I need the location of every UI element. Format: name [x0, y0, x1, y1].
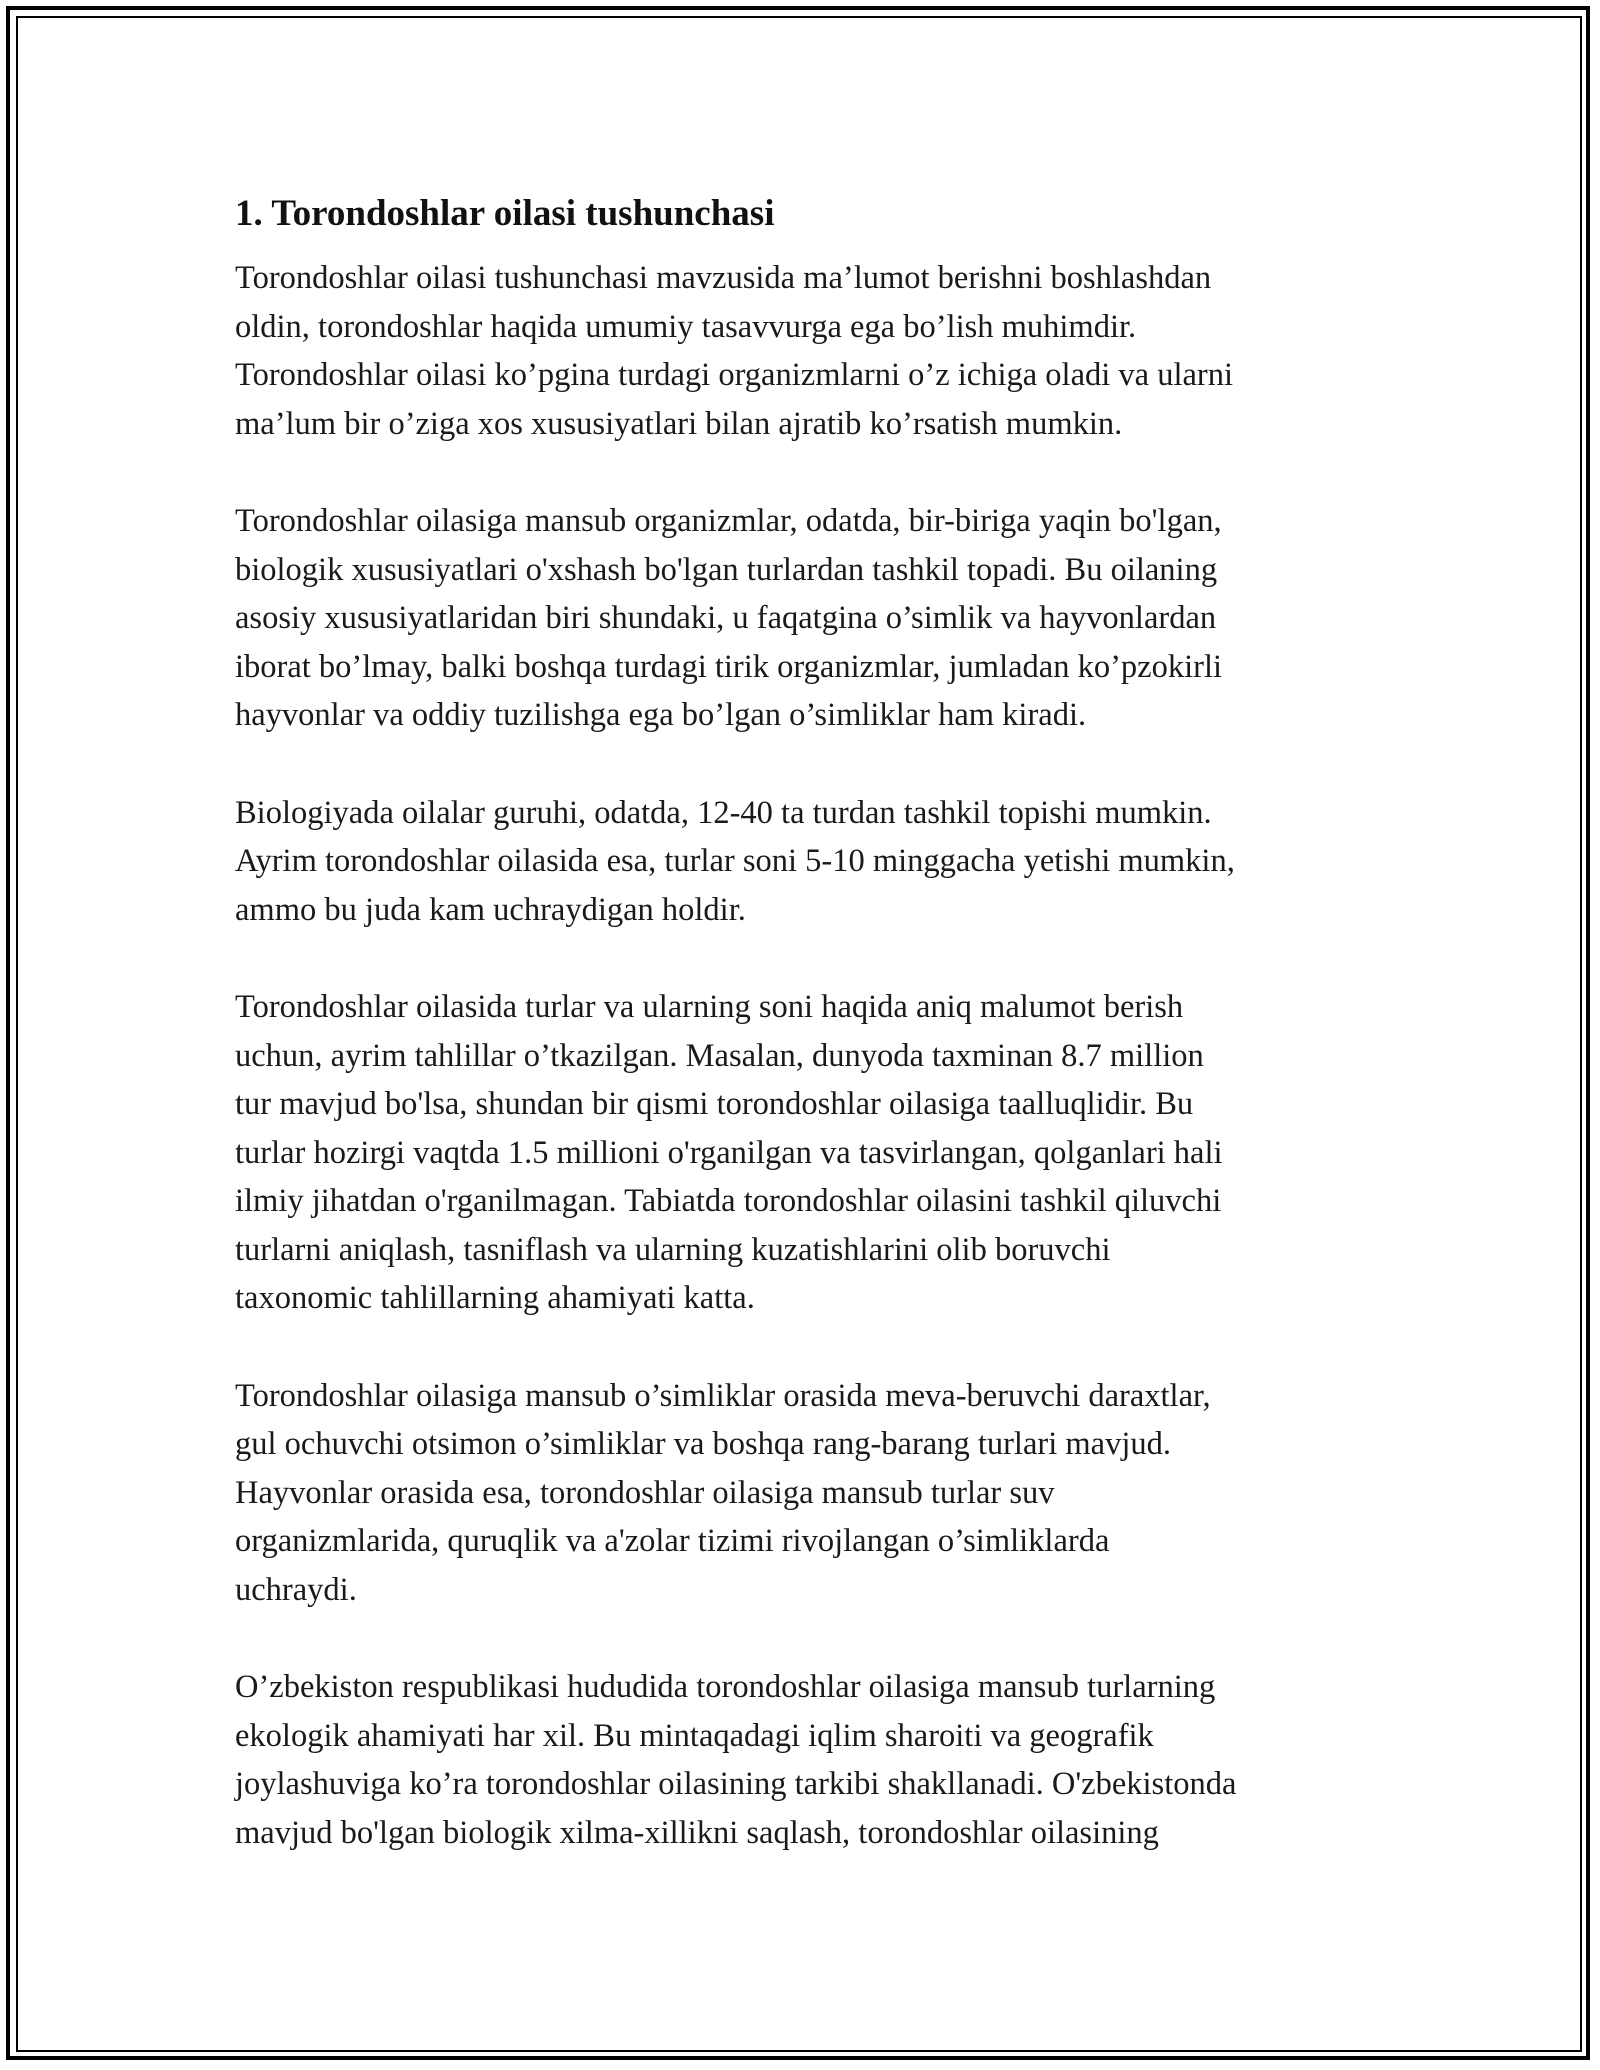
text-line: Torondoshlar oilasi tushunchasi mavzusida ma’lumot berishni boshlashdan [235, 260, 1212, 296]
text-line: ekologik ahamiyati har xil. Bu mintaqadagi iqlim sharoiti va geografik [235, 1717, 1154, 1754]
text-line: biologik xususiyatlari o'xshash bo'lgan turlardan tashkil topadi. Bu oilaning [235, 551, 1218, 588]
paragraph-5 [235, 1372, 1385, 1615]
document-body [235, 188, 1385, 1906]
paragraph-list [235, 254, 1385, 1858]
text-line: Biologiyada oilalar guruhi, odatda, 12-40 ta turdan tashkil topishi mumkin. [235, 794, 1212, 831]
text-line: iborat bo’lmay, balki boshqa turdagi tirik organizmlar, jumladan ko’pzokirli [235, 648, 1222, 685]
text-line: asosiy xususiyatlaridan biri shundaki, u faqatgina o’simlik va hayvonlardan [235, 600, 1217, 637]
text-line: ilmiy jihatdan o'rganilmagan. Tabiatda torondoshlar oilasini tashkil qiluvchi [235, 1183, 1222, 1220]
text-line: turlarni aniqlash, tasniflash va ularning kuzatishlarini olib boruvchi [235, 1231, 1111, 1268]
section-heading: 1. Torondoshlar oilasi tushunchasi [235, 193, 775, 234]
paragraph-2 [235, 497, 1385, 740]
text-line: joylashuviga ko’ra torondoshlar oilasining tarkibi shakllanadi. O'zbekistonda [235, 1766, 1237, 1803]
text-line: Ayrim torondoshlar oilasida esa, turlar soni 5-10 minggacha yetishi mumkin, [235, 843, 1235, 880]
text-line: O’zbekiston respublikasi hududida torondoshlar oilasiga mansub turlarning [235, 1669, 1216, 1706]
text-line: hayvonlar va oddiy tuzilishga ega bo’lgan o’simliklar ham kiradi. [235, 697, 1087, 734]
text-line: mavjud bo'lgan biologik xilma-xillikni saqlash, torondoshlar oilasining [235, 1815, 1159, 1851]
text-line: Torondoshlar oilasi ko’pgina turdagi organizmlarni o’z ichiga oladi va ularni [235, 357, 1234, 394]
text-line: gul ochuvchi otsimon o’simliklar va boshqa rang-barang turlari mavjud. [235, 1426, 1171, 1463]
text-line: oldin, torondoshlar haqida umumiy tasavvurga ega bo’lish muhimdir. [235, 308, 1137, 345]
paragraph-3 [235, 789, 1385, 935]
paragraph-1 [235, 254, 1385, 448]
text-line: Torondoshlar oilasiga mansub o’simliklar orasida meva-beruvchi daraxtlar, [235, 1377, 1211, 1414]
text-line: organizmlarida, quruqlik va a'zolar tizimi rivojlangan o’simliklarda [235, 1523, 1110, 1560]
text-line: taxonomic tahlillarning ahamiyati katta. [235, 1280, 755, 1317]
text-line: uchraydi. [235, 1572, 357, 1609]
text-line: uchun, ayrim tahlillar o’tkazilgan. Masalan, dunyoda taxminan 8.7 million [235, 1037, 1204, 1074]
text-line: tur mavjud bo'lsa, shundan bir qismi torondoshlar oilasiga taalluqlidir. Bu [235, 1086, 1194, 1123]
text-line: ammo bu juda kam uchraydigan holdir. [235, 891, 746, 928]
text-line: Torondoshlar oilasiga mansub organizmlar, odatda, bir-biriga yaqin bo'lgan, [235, 502, 1222, 539]
text-line: Torondoshlar oilasida turlar va ularning soni haqida aniq malumot berish [235, 988, 1184, 1025]
paragraph-6 [235, 1663, 1385, 1857]
paragraph-4 [235, 983, 1385, 1323]
text-line: ma’lum bir o’ziga xos xususiyatlari bilan ajratib ko’rsatish mumkin. [235, 405, 1123, 442]
text-line: turlar hozirgi vaqtda 1.5 millioni o'rganilgan va tasvirlangan, qolganlari hali [235, 1134, 1223, 1171]
text-line: Hayvonlar orasida esa, torondoshlar oilasiga mansub turlar suv [235, 1474, 1055, 1511]
